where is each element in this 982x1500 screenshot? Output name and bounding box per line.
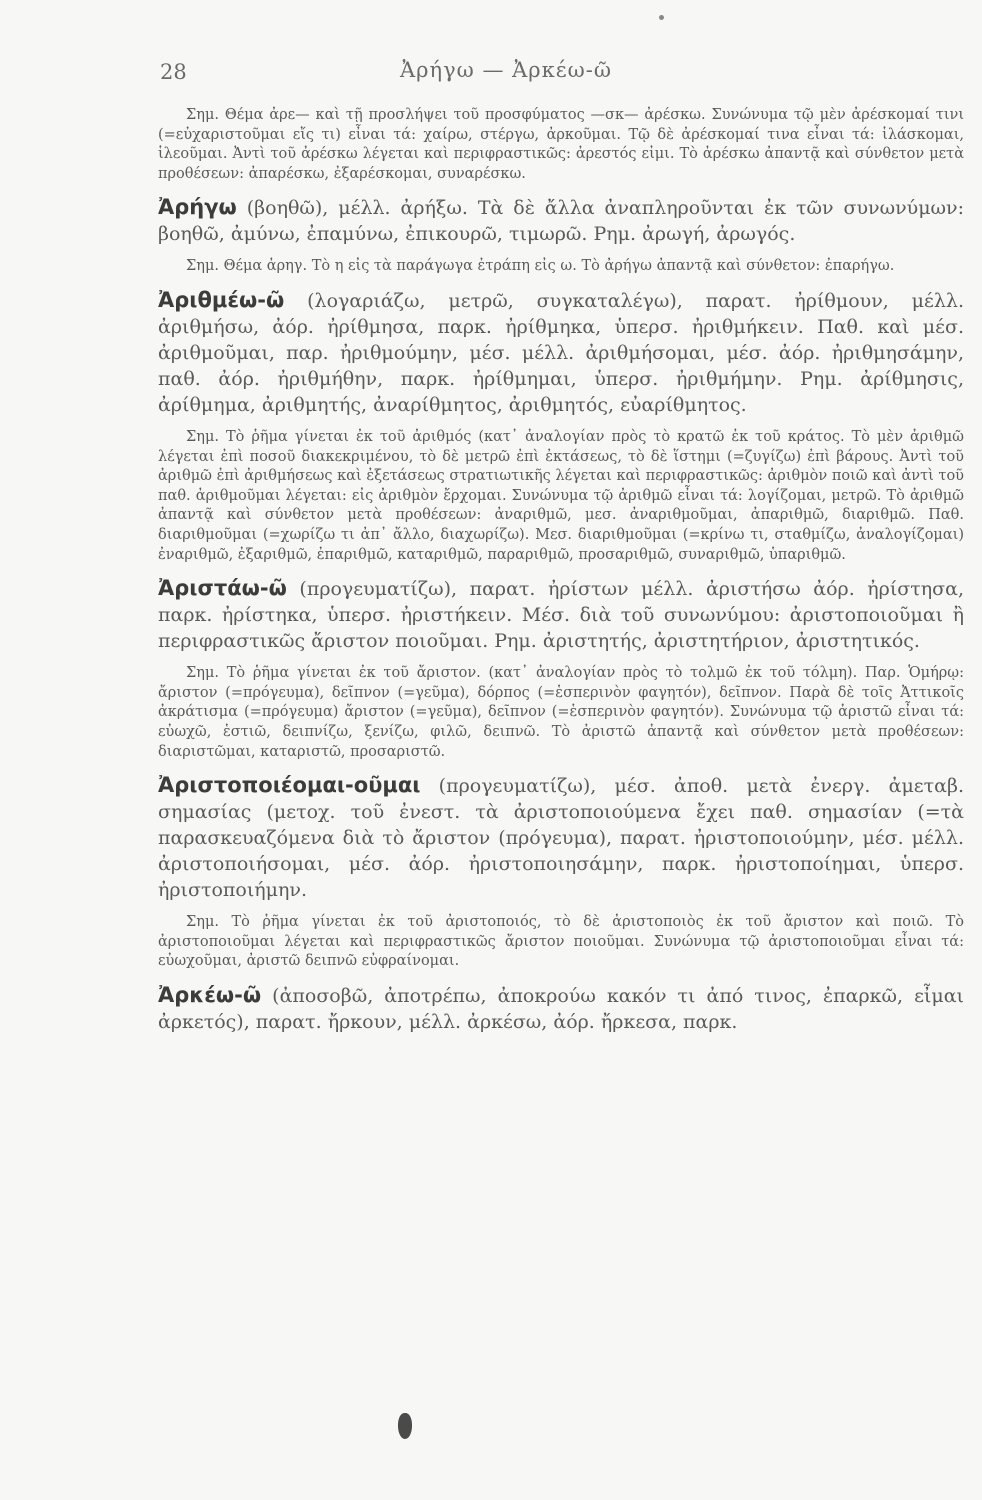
- dictionary-entry: [158, 772, 964, 903]
- entry-headword: Ἀρήγω: [158, 195, 237, 220]
- entry-text: (βοηθῶ), μέλλ. ἀρήξω. Τὰ δὲ ἄλλα ἀναπληροῦνται ἐκ τῶν συνωνύμων: βοηθῶ, ἀμύνω, ἐπαμύνω, ἐπικουρῶ, τιμωρῶ. Ρημ. ἀρωγή, ἀρωγός.: [158, 197, 964, 246]
- entry-text: (λογαριάζω, μετρῶ, συγκαταλέγω), παρατ. ἠρίθμουν, μέλλ. ἀριθμήσω, ἀόρ. ἠρίθμησα, παρκ. ἠρίθμηκα, ὑπερσ. ἠριθμήκειν. Παθ. καὶ μέσ. ἀριθμοῦμαι, παρ. ἠριθμούμην, μέσ. μέλλ. ἀριθμήσομαι, μέσ. ἀόρ. ἠριθμησάμην, παθ. ἀόρ. ἠριθμήθην, παρκ. ἠρίθμημαι, ὑπερσ. ἠριθμήμην. Ρημ. ἀρίθμησις, ἀρίθμημα, ἀριθμητής, ἀναρίθμητος, ἀριθμητός, εὐαρίθμητος.: [158, 289, 964, 416]
- entry-headword: Ἀρκέω-ῶ: [158, 982, 262, 1007]
- dictionary-entry: [158, 982, 964, 1035]
- note-paragraph: [158, 257, 964, 277]
- entry-headword: Ἀριστάω-ῶ: [158, 576, 287, 601]
- entry-text: (προγευματίζω), μέσ. ἀποθ. μετὰ ἐνεργ. ἀμεταβ. σημασίας (μετοχ. τοῦ ἐνεστ. τὰ ἀριστοποιούμενα ἔχει παθ. σημασίαν (=τὰ παρασκευαζόμενα διὰ τὸ ἄριστον (πρόγευμα), παρατ. ἠριστοποιούμην, μέσ. μέλλ. ἀριστοποιήσομαι, μέσ. ἀόρ. ἠριστοποιησάμην, παρκ. ἠριστοποίημαι, ὑπερσ. ἠριστοποιήμην.: [158, 775, 964, 902]
- entry-headword: Ἀριθμέω-ῶ: [158, 287, 285, 312]
- note-paragraph: [158, 913, 964, 972]
- note-paragraph: [158, 664, 964, 762]
- ink-blot-mark: [398, 1413, 412, 1439]
- dictionary-entry: [158, 287, 964, 418]
- ink-speck: [659, 15, 664, 20]
- note-paragraph: [158, 106, 964, 184]
- body-text: [158, 106, 964, 1045]
- dictionary-entry: [158, 575, 964, 654]
- entry-text: (προγευματίζω), παρατ. ἠρίστων μέλλ. ἀριστήσω ἀόρ. ἠρίστησα, παρκ. ἠρίστηκα, ὑπερσ. ἠριστήκειν. Μέσ. διὰ τοῦ συνωνύμου: ἀριστοποιοῦμαι ἢ περιφραστικῶς ἄριστον ποιοῦμαι. Ρημ. ἀριστητής, ἀριστητήριον, ἀριστητικός.: [158, 578, 964, 653]
- page-header: [160, 58, 800, 88]
- entry-headword: Ἀριστοποιέομαι-οῦμαι: [158, 773, 421, 798]
- page-number: 28: [160, 60, 187, 84]
- note-text: Σημ. Τὸ ῥῆμα γίνεται ἐκ τοῦ ἀριστοποιός, τὸ δὲ ἀριστοποιὸς ἐκ τοῦ ἄριστον καὶ ποιῶ. Τὸ ἀριστοποιοῦμαι λέγεται καὶ περιφραστικῶς ἄριστον ποιοῦμαι. Συνώνυμα τῷ ἀριστοποιοῦμαι εἶναι τά: εὐωχοῦμαι, ἀριστῶ δειπνῶ εὐφραίνομαι.: [158, 914, 964, 970]
- entry-text: (ἀποσοβῶ, ἀποτρέπω, ἀποκρούω κακόν τι ἀπό τινος, ἐπαρκῶ, εἶμαι ἀρκετός), παρατ. ἤρκουν, μέλλ. ἀρκέσω, ἀόρ. ἤρκεσα, παρκ.: [158, 984, 964, 1033]
- note-text: Σημ. Θέμα ἀρηγ. Τὸ η εἰς τὰ παράγωγα ἐτράπη εἰς ω. Τὸ ἀρήγω ἀπαντᾷ καὶ σύνθετον: ἐπαρήγω.: [186, 258, 895, 275]
- note-text: Σημ. Τὸ ῥῆμα γίνεται ἐκ τοῦ ἄριστον. (κατ᾽ ἀναλογίαν πρὸς τὸ τολμῶ ἐκ τοῦ τόλμη). Παρ. Ὁμήρῳ: ἄριστον (=πρόγευμα), δεῖπνον (=γεῦμα), δόρπος (=ἑσπερινὸν φαγητόν), δεῖπνον. Παρὰ δὲ τοῖς Ἀττικοῖς ἀκράτισμα (=πρόγευμα) ἄριστον (=γεῦμα), δεῖπνον (=ἑσπερινὸν φαγητόν). Συνώνυμα τῷ ἀριστῶ εἶναι τά: εὐωχῶ, ἑστιῶ, δειπνίζω, ξενίζω, φιλῶ, δειπνῶ. Τὸ ἀριστῶ ἀπαντᾷ καὶ σύνθετον μετὰ προθέσεων: διαριστῶμαι, καταριστῶ, προσαριστῶ.: [158, 665, 964, 760]
- note-text: Σημ. Τὸ ῥῆμα γίνεται ἐκ τοῦ ἀριθμός (κατ᾽ ἀναλογίαν πρὸς τὸ κρατῶ ἐκ τοῦ κράτος. Τὸ μὲν ἀριθμῶ λέγεται ἐπὶ ποσοῦ διακεκριμένου, τὸ δὲ μετρῶ ἐπὶ ἐκτάσεως, τὸ δὲ ἵστημι (=ζυγίζω) ἐπὶ βάρους. Ἀντὶ τοῦ ἀριθμῶ ἐπὶ ἀριθμήσεως καὶ ἐξετάσεως στρατιωτικῆς λέγεται καὶ περιφραστικῶς: ἀριθμὸν ποιῶ καὶ ἀντὶ τοῦ παθ. ἀριθμοῦμαι λέγεται: εἰς ἀριθμὸν ἔρχομαι. Συνώνυμα τῷ ἀριθμῶ εἶναι τά: λογίζομαι, μετρῶ. Τὸ ἀριθμῶ ἀπαντᾷ καὶ σύνθετον μετὰ προθέσεων: ἀναριθμῶ, μεσ. ἀναριθμοῦμαι, ἀπαριθμῶ, διαριθμῶ. Παθ. διαριθμοῦμαι (=χωρίζω τι ἀπ᾽ ἄλλο, διαχωρίζω). Μεσ. διαριθμοῦμαι (=κρίνω τι, σταθμίζω, ἀναλογίζομαι) ἐναριθμῶ, ἐξαριθμῶ, ἐπαριθμῶ, καταριθμῶ, παραριθμῶ, προσαριθμῶ, συναριθμῶ, ὑπαριθμῶ.: [158, 428, 964, 563]
- dictionary-entry: [158, 194, 964, 247]
- note-paragraph: [158, 428, 964, 565]
- running-head: Ἀρήγω — Ἀρκέω-ῶ: [400, 58, 612, 82]
- note-text: Σημ. Θέμα ἀρε— καὶ τῇ προσλήψει τοῦ προσφύματος —σκ— ἀρέσκω. Συνώνυμα τῷ μὲν ἀρέσκομαί τινι (=εὐχαριστοῦμαι εἴς τι) εἶναι τά: χαίρω, στέργω, ἀρκοῦμαι. Τῷ δὲ ἀρέσκομαί τινα εἶναι τά: ἱλάσκομαι, ἱλεοῦμαι. Ἀντὶ τοῦ ἀρέσκω λέγεται καὶ περιφραστικῶς: ἀρεστός εἰμι. Τὸ ἀρέσκω ἀπαντᾷ καὶ σύνθετον μετὰ προθέσεων: ἀπαρέσκω, ἐξαρέσκομαι, συναρέσκω.: [158, 107, 964, 182]
